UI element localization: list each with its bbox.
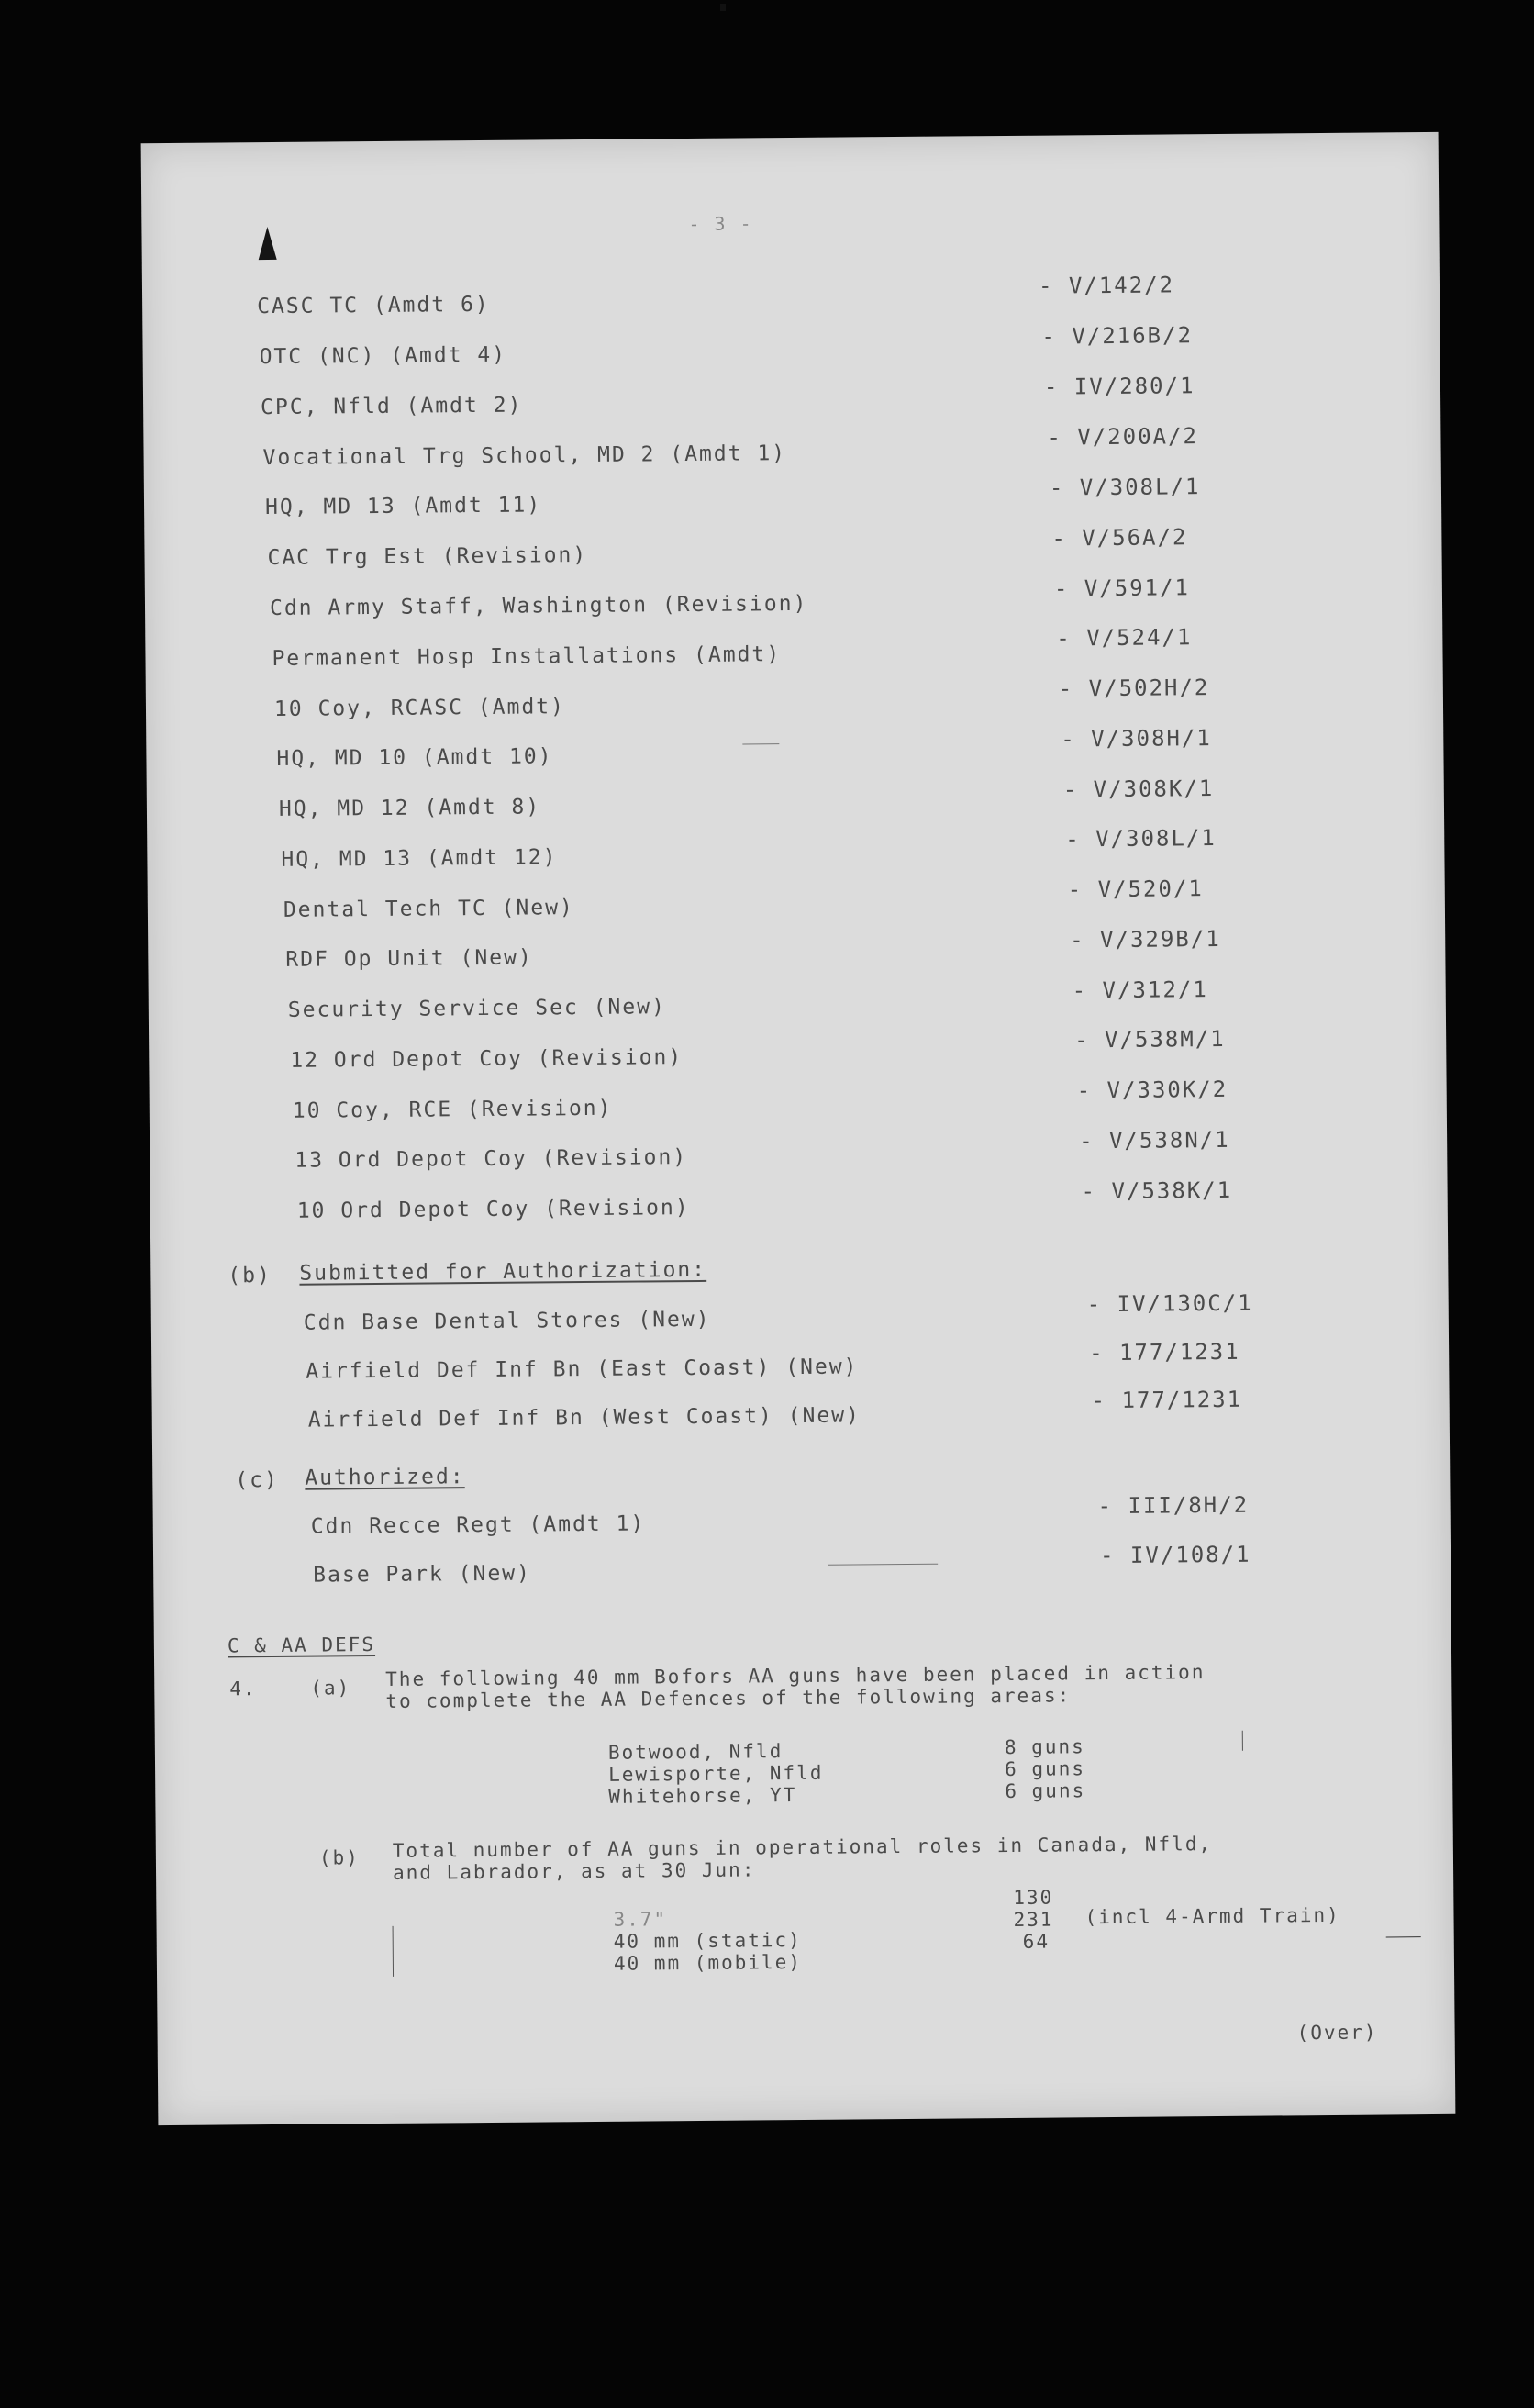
place-name: Botwood, Nfld xyxy=(607,1740,784,1764)
place-name: Whitehorse, YT xyxy=(608,1784,797,1808)
establishment-name: Vocational Trg School, MD 2 (Amdt 1) xyxy=(262,441,787,471)
gun-type: 3.7" xyxy=(613,1908,668,1931)
gun-total: 64 xyxy=(1022,1930,1050,1953)
establishment-ref: - V/502H/2 xyxy=(1058,674,1210,702)
establishment-name: HQ, MD 13 (Amdt 12) xyxy=(281,845,558,872)
section-heading: Submitted for Authorization: xyxy=(299,1257,707,1286)
establishment-ref: - V/312/1 xyxy=(1072,976,1208,1004)
gun-note: (incl 4-Armd Train) xyxy=(1084,1903,1340,1929)
establishment-ref: - V/591/1 xyxy=(1053,574,1191,602)
establishment-ref: - 177/1231 xyxy=(1091,1386,1243,1414)
document-page xyxy=(141,132,1456,2125)
arrow-mark-icon xyxy=(258,227,276,260)
establishment-ref: - V/329B/1 xyxy=(1070,925,1221,953)
establishment-name: CASC TC (Amdt 6) xyxy=(257,292,490,319)
establishment-ref: - IV/108/1 xyxy=(1099,1541,1251,1569)
establishment-name: HQ, MD 10 (Amdt 10) xyxy=(276,744,553,771)
establishment-name: 10 Coy, RCE (Revision) xyxy=(292,1096,613,1123)
establishment-name: 10 Ord Depot Coy (Revision) xyxy=(296,1196,690,1223)
establishment-list xyxy=(141,132,1439,1223)
para-text: Total number of AA guns in operational roles in Canada, Nfld, xyxy=(392,1833,1213,1862)
establishment-ref: - V/520/1 xyxy=(1067,875,1204,903)
establishment-ref: - V/308K/1 xyxy=(1062,775,1215,803)
establishment-name: Cdn Army Staff, Washington (Revision) xyxy=(269,591,808,621)
establishment-name: Airfield Def Inf Bn (East Coast) (New) xyxy=(306,1354,859,1384)
establishment-name: Cdn Base Dental Stores (New) xyxy=(303,1307,711,1335)
establishment-name: 12 Ord Depot Coy (Revision) xyxy=(290,1045,684,1073)
establishment-ref: - V/538N/1 xyxy=(1079,1126,1230,1154)
stray-line xyxy=(1386,1936,1421,1937)
section-heading: Authorized: xyxy=(305,1465,465,1490)
establishment-ref: - V/308L/1 xyxy=(1049,474,1201,501)
para-label: (b) xyxy=(318,1846,360,1869)
page-number: - 3 - xyxy=(688,212,753,236)
gun-count: 6 guns xyxy=(1004,1757,1086,1781)
establishment-ref: - V/216B/2 xyxy=(1041,322,1194,350)
establishment-ref: - IV/130C/1 xyxy=(1086,1289,1253,1318)
establishment-ref: - V/200A/2 xyxy=(1047,423,1199,451)
establishment-ref: - V/142/2 xyxy=(1038,272,1175,299)
establishment-name: Base Park (New) xyxy=(313,1561,532,1588)
establishment-name: Cdn Recce Regt (Amdt 1) xyxy=(310,1511,646,1539)
establishment-name: HQ, MD 13 (Amdt 11) xyxy=(264,493,542,520)
establishment-name: Dental Tech TC (New) xyxy=(283,896,574,922)
stray-tick xyxy=(393,1926,394,1977)
para-text: to complete the AA Defences of the following areas: xyxy=(385,1684,1072,1712)
establishment-ref: - III/8H/2 xyxy=(1097,1491,1250,1520)
establishment-name: Airfield Def Inf Bn (West Coast) (New) xyxy=(307,1403,861,1433)
gun-count: 8 guns xyxy=(1004,1735,1085,1759)
gun-total: 231 xyxy=(1013,1908,1054,1931)
section-heading: C & AA DEFS xyxy=(227,1633,376,1657)
establishment-ref: - V/524/1 xyxy=(1056,624,1193,652)
establishment-name: HQ, MD 12 (Amdt 8) xyxy=(278,795,541,821)
film-mark xyxy=(720,4,726,11)
establishment-ref: - 177/1231 xyxy=(1089,1338,1240,1366)
stray-line xyxy=(828,1564,938,1566)
establishment-ref: - V/308L/1 xyxy=(1065,825,1217,853)
para-text: and Labrador, as at 30 Jun: xyxy=(392,1858,756,1884)
gun-type: 40 mm (mobile) xyxy=(613,1951,803,1975)
para-text: The following 40 mm Bofors AA guns have been placed in action xyxy=(385,1661,1206,1690)
para-label: (a) xyxy=(310,1677,351,1700)
establishment-name: RDF Op Unit (New) xyxy=(285,945,533,972)
establishment-name: Security Service Sec (New) xyxy=(287,995,666,1022)
establishment-name: 13 Ord Depot Coy (Revision) xyxy=(295,1145,688,1173)
gun-total: 130 xyxy=(1013,1886,1054,1909)
footer-over: (Over) xyxy=(1296,2021,1378,2045)
establishment-name: OTC (NC) (Amdt 4) xyxy=(259,342,507,370)
section-label: (c) xyxy=(235,1467,279,1493)
establishment-name: CAC Trg Est (Revision) xyxy=(267,542,588,571)
establishment-ref: - V/56A/2 xyxy=(1051,524,1188,552)
establishment-name: Permanent Hosp Installations (Amdt) xyxy=(272,642,782,671)
gun-count: 6 guns xyxy=(1005,1779,1086,1803)
establishment-name: CPC, Nfld (Amdt 2) xyxy=(261,393,523,420)
stray-line xyxy=(742,743,779,744)
establishment-ref: - IV/280/1 xyxy=(1043,373,1195,400)
section-label: (b) xyxy=(228,1264,272,1288)
gun-type: 40 mm (static) xyxy=(613,1929,802,1953)
establishment-ref: - V/538K/1 xyxy=(1081,1176,1233,1205)
establishment-ref: - V/330K/2 xyxy=(1076,1076,1228,1104)
paragraph-number: 4. xyxy=(229,1678,257,1700)
establishment-name: 10 Coy, RCASC (Amdt) xyxy=(273,695,566,721)
place-name: Lewisporte, Nfld xyxy=(608,1761,824,1786)
establishment-ref: - V/308H/1 xyxy=(1061,725,1212,752)
stray-tick xyxy=(1242,1731,1243,1751)
establishment-ref: - V/538M/1 xyxy=(1074,1025,1226,1054)
